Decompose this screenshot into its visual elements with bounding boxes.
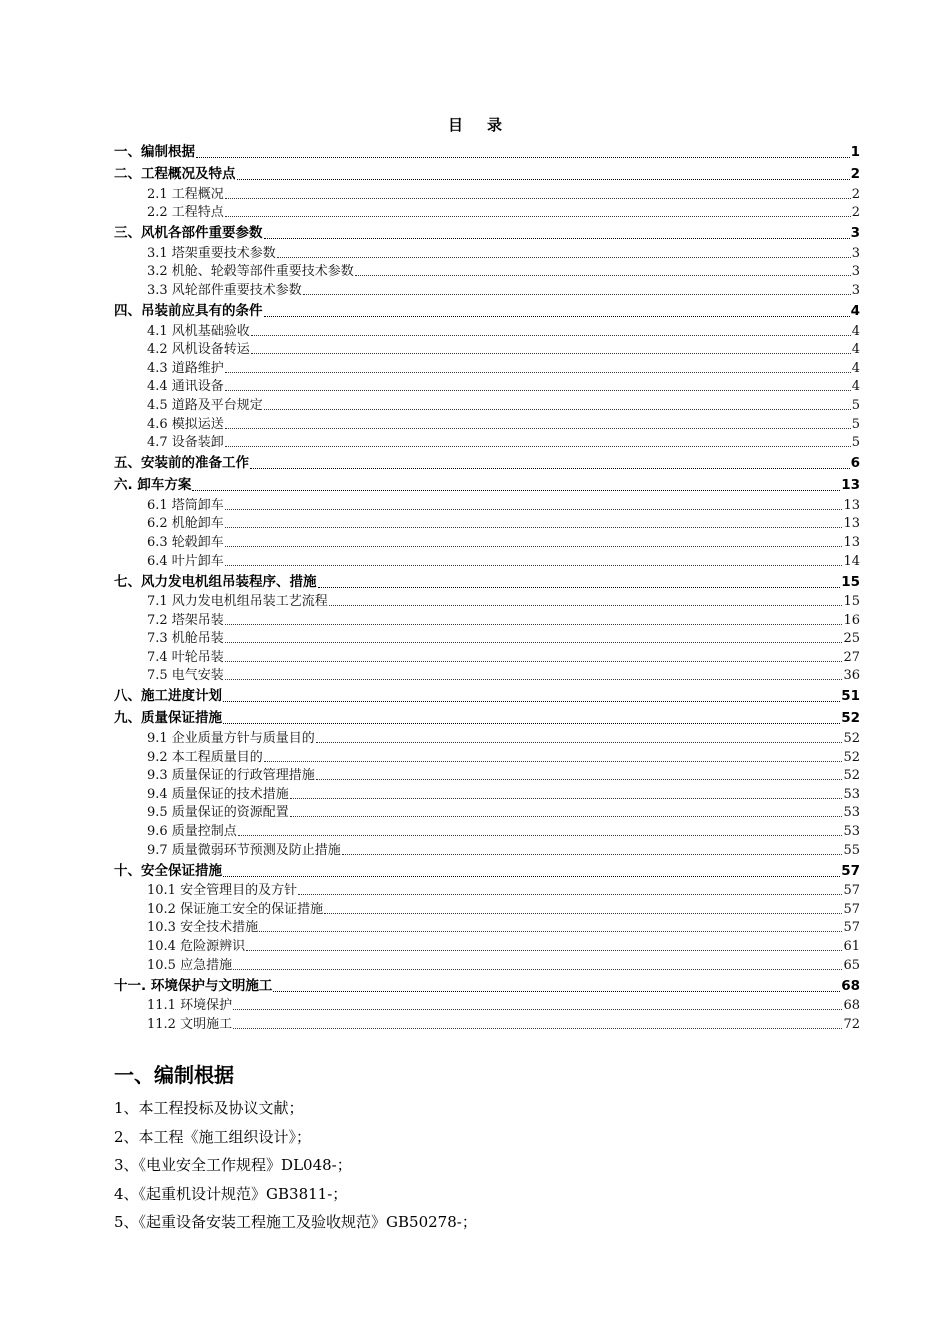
toc-entry-section[interactable] [114, 996, 860, 1015]
toc-entry-label: 11.1 环境保护 [147, 998, 233, 1014]
toc-entry-page-number: 68 [843, 998, 860, 1014]
toc-entry-label: 10.3 安全技术措施 [147, 920, 259, 936]
toc-entry-page-number: 3 [851, 264, 860, 280]
toc-entry-label: 9.6 质量控制点 [147, 824, 237, 840]
toc-entry-label: 五、安装前的准备工作 [114, 455, 249, 472]
toc-entry-label: 4.4 通讯设备 [147, 379, 224, 395]
toc-title-char-1: 目 [447, 116, 463, 134]
toc-entry-section[interactable] [114, 414, 860, 433]
toc-entry-label: 2.2 工程特点 [147, 205, 224, 221]
toc-dot-leader [277, 244, 851, 258]
toc-entry-page-number: 13 [843, 534, 860, 550]
toc-entry-section[interactable] [114, 747, 860, 766]
toc-entry-label: 十、安全保证措施 [114, 862, 222, 879]
toc-dot-leader [298, 881, 842, 895]
toc-dot-leader [233, 996, 842, 1010]
toc-entry-page-number: 53 [843, 824, 860, 840]
toc-dot-leader [324, 900, 842, 914]
toc-entry-label: 2.1 工程概况 [147, 186, 224, 202]
toc-dot-leader [329, 592, 843, 606]
toc-entry-page-number: 16 [843, 612, 860, 628]
toc-dot-leader [273, 977, 840, 992]
toc-entry-label: 10.2 保证施工安全的保证措施 [147, 901, 324, 917]
toc-dot-leader [223, 688, 840, 703]
toc-dot-leader [246, 937, 842, 951]
toc-entry-page-number: 53 [843, 786, 860, 802]
toc-entry-page-number: 4 [850, 302, 860, 319]
toc-entry-page-number: 65 [843, 957, 860, 973]
toc-entry-page-number: 57 [843, 920, 860, 936]
toc-entry-label: 4.7 设备装卸 [147, 435, 224, 451]
toc-entry-section[interactable] [114, 377, 860, 396]
toc-dot-leader [259, 918, 842, 932]
toc-entry-page-number: 53 [843, 805, 860, 821]
toc-entry-label: 11.2 文明施工 [147, 1016, 233, 1032]
toc-entry-chapter[interactable] [114, 859, 860, 881]
toc-dot-leader [318, 573, 841, 588]
toc-dot-leader [225, 203, 851, 217]
toc-title-char-2: 录 [487, 116, 503, 134]
toc-entry-section[interactable] [114, 551, 860, 570]
toc-dot-leader [303, 281, 851, 295]
toc-dot-leader [251, 322, 851, 336]
toc-entry-section[interactable] [114, 532, 860, 551]
toc-entry-section[interactable] [114, 936, 860, 955]
toc-entry-page-number: 4 [851, 323, 860, 339]
toc-entry-label: 9.4 质量保证的技术措施 [147, 786, 289, 802]
toc-dot-leader [225, 185, 851, 199]
toc-entry-section[interactable] [114, 784, 860, 803]
toc-dot-leader [225, 415, 851, 429]
toc-entry-page-number: 3 [851, 282, 860, 298]
toc-entry-page-number: 2 [851, 186, 860, 202]
toc-entry-page-number: 27 [843, 649, 860, 665]
toc-entry-page-number: 2 [851, 205, 860, 221]
basis-list-item: 1、本工程投标及协议文献； [114, 1099, 304, 1117]
toc-dot-leader [238, 822, 843, 836]
toc-entry-label: 6.4 叶片卸车 [147, 553, 224, 569]
toc-dot-leader [223, 862, 840, 877]
toc-entry-section[interactable] [114, 358, 860, 377]
section-heading: 一、编制根据 [114, 1063, 234, 1087]
toc-entry-page-number: 3 [850, 225, 860, 242]
toc-dot-leader [250, 455, 850, 470]
toc-entry-page-number: 51 [841, 688, 860, 705]
toc-entry-label: 六. 卸车方案 [114, 477, 192, 494]
toc-entry-page-number: 2 [850, 166, 860, 182]
toc-entry-label: 10.1 安全管理目的及方针 [147, 883, 298, 899]
toc-dot-leader [225, 629, 843, 643]
toc-entry-section[interactable] [114, 840, 860, 859]
toc-dot-leader [225, 611, 843, 625]
toc-entry-chapter[interactable] [114, 221, 860, 243]
toc-entry-label: 4.5 道路及平台规定 [147, 397, 263, 413]
toc-entry-chapter[interactable] [114, 299, 860, 321]
toc-entry-label: 9.3 质量保证的行政管理措施 [147, 768, 315, 784]
toc-dot-leader [233, 1015, 842, 1029]
toc-dot-leader [225, 514, 843, 528]
toc-dot-leader [237, 166, 850, 181]
toc-entry-section[interactable] [114, 610, 860, 629]
toc-entry-page-number: 52 [843, 768, 860, 784]
basis-list-item: 5、《起重设备安装工程施工及验收规范》GB50278-； [114, 1213, 477, 1231]
toc-entry-page-number: 61 [843, 939, 860, 954]
toc-dot-leader [342, 841, 843, 855]
toc-entry-section[interactable] [114, 203, 860, 222]
toc-entry-label: 4.6 模拟运送 [147, 416, 224, 432]
toc-entry-section[interactable] [114, 766, 860, 785]
toc-entry-section[interactable] [114, 821, 860, 840]
toc-entry-page-number: 13 [841, 477, 860, 494]
toc-entry-label: 6.2 机舱卸车 [147, 516, 224, 532]
toc-entry-page-number: 14 [843, 553, 860, 569]
toc-entry-page-number: 5 [851, 435, 860, 451]
toc-entry-label: 3.1 塔架重要技术参数 [147, 245, 276, 261]
toc-entry-section[interactable] [114, 647, 860, 666]
toc-entry-section[interactable] [114, 666, 860, 685]
toc-entry-page-number: 13 [843, 516, 860, 532]
toc-dot-leader [225, 377, 851, 391]
toc-entry-label: 7.2 塔架吊装 [147, 612, 224, 628]
toc-entry-section[interactable] [114, 881, 860, 900]
toc-entry-section[interactable] [114, 243, 860, 262]
toc-entry-label: 九、质量保证措施 [114, 710, 222, 727]
toc-dot-leader [192, 477, 840, 492]
toc-entry-label: 9.2 本工程质量目的 [147, 749, 263, 765]
toc-dot-leader [196, 144, 850, 159]
toc-dot-leader [225, 433, 851, 447]
toc-dot-leader [225, 359, 851, 373]
toc-entry-label: 7.5 电气安装 [147, 668, 224, 684]
toc-entry-chapter[interactable] [114, 162, 860, 184]
toc-entry-chapter[interactable] [114, 684, 860, 706]
toc-entry-section[interactable] [114, 495, 860, 514]
toc-entry-page-number: 68 [841, 977, 860, 994]
toc-entry-label: 9.5 质量保证的资源配置 [147, 805, 289, 821]
toc-dot-leader [225, 648, 843, 662]
toc-entry-label: 3.3 风轮部件重要技术参数 [147, 282, 302, 298]
toc-entry-section[interactable] [114, 955, 860, 974]
toc-entry-section[interactable] [114, 395, 860, 414]
toc-entry-label: 4.2 风机设备转运 [147, 342, 250, 358]
toc-entry-page-number: 4 [851, 342, 860, 358]
toc-dot-leader [355, 262, 851, 276]
toc-entry-label: 三、风机各部件重要参数 [114, 225, 263, 242]
toc-entry-label: 4.1 风机基础验收 [147, 323, 250, 339]
basis-list-item: 3、《电业安全工作规程》DL048-； [114, 1156, 352, 1174]
toc-entry-label: 十一. 环境保护与文明施工 [114, 977, 273, 994]
toc-entry-section[interactable] [114, 280, 860, 299]
toc-dot-leader [290, 785, 843, 799]
toc-dot-leader [316, 729, 843, 743]
toc-entry-label: 一、编制根据 [114, 144, 195, 160]
toc-entry-section[interactable] [114, 340, 860, 359]
toc-entry-chapter[interactable] [114, 473, 860, 495]
toc-entry-chapter[interactable] [114, 570, 860, 592]
toc-entry-label: 7.4 叶轮吊装 [147, 649, 224, 665]
toc-entry-page-number: 5 [851, 416, 860, 432]
toc-entry-chapter[interactable] [114, 451, 860, 473]
toc-entry-section[interactable] [114, 899, 860, 918]
toc-dot-leader [264, 225, 850, 240]
toc-entry-label: 八、施工进度计划 [114, 688, 222, 705]
toc-entry-label: 7.1 风力发电机组吊装工艺流程 [147, 594, 328, 610]
toc-entry-section[interactable] [114, 728, 860, 747]
toc-entry-label: 7.3 机舱吊装 [147, 631, 224, 647]
toc-entry-page-number: 55 [843, 842, 860, 858]
section-basis [114, 1060, 860, 1237]
toc-dot-leader [225, 552, 843, 566]
toc-entry-label: 9.7 质量微弱环节预测及防止措施 [147, 842, 341, 858]
toc-entry-page-number: 52 [843, 731, 860, 747]
toc-entry-label: 10.5 应急措施 [147, 957, 233, 973]
toc-entry-label: 二、工程概况及特点 [114, 166, 236, 182]
toc-entry-label: 6.1 塔筒卸车 [147, 497, 224, 513]
toc-entry-page-number: 3 [851, 245, 860, 261]
basis-list-item: 4、《起重机设计规范》GB3811-； [114, 1184, 348, 1203]
toc-entry-page-number: 5 [851, 397, 860, 413]
toc-entry-page-number: 15 [843, 594, 860, 610]
toc-entry-section[interactable] [114, 803, 860, 822]
toc-dot-leader [316, 766, 843, 780]
toc-entry-page-number: 4 [851, 379, 860, 395]
toc-entry-page-number: 72 [843, 1016, 860, 1032]
toc-entry-label: 七、风力发电机组吊装程序、措施 [114, 573, 317, 590]
toc-entry-section[interactable] [114, 184, 860, 203]
basis-list [114, 1094, 860, 1237]
toc-entry-label: 10.4 危险源辨识 [147, 939, 246, 954]
toc-dot-leader [225, 533, 843, 547]
toc-dot-leader [264, 396, 851, 410]
basis-list-item: 2、本工程《施工组织设计》； [114, 1127, 312, 1146]
toc-entry-page-number: 57 [843, 883, 860, 899]
toc-entry-section[interactable] [114, 1014, 860, 1033]
toc-entry-section[interactable] [114, 262, 860, 281]
toc-dot-leader [233, 956, 842, 970]
toc-entry-page-number: 52 [841, 710, 860, 727]
toc-entry-label: 3.2 机舱、轮毂等部件重要技术参数 [147, 264, 354, 280]
toc-entry-chapter[interactable] [114, 706, 860, 728]
toc-entry-section[interactable] [114, 629, 860, 648]
toc-dot-leader [264, 748, 843, 762]
toc-entry-page-number: 4 [851, 360, 860, 376]
toc-dot-leader [223, 710, 840, 725]
toc-entry-chapter[interactable] [114, 974, 860, 996]
toc-entry-page-number: 36 [843, 668, 860, 684]
toc-entry-page-number: 25 [843, 631, 860, 647]
toc-entry-page-number: 57 [843, 901, 860, 917]
toc-dot-leader [225, 496, 843, 510]
toc-entry-label: 9.1 企业质量方针与质量目的 [147, 731, 315, 747]
toc-entry-page-number: 57 [841, 862, 860, 879]
toc-entry-section[interactable] [114, 592, 860, 611]
toc-entry-page-number: 6 [850, 455, 860, 472]
toc-entry-page-number: 52 [843, 749, 860, 765]
toc-dot-leader [225, 666, 843, 680]
table-of-contents [114, 140, 860, 1033]
toc-title [0, 114, 950, 135]
toc-dot-leader [290, 803, 843, 817]
toc-entry-label: 4.3 道路维护 [147, 360, 224, 376]
toc-dot-leader [251, 340, 851, 354]
toc-entry-page-number: 1 [850, 144, 860, 160]
toc-entry-section[interactable] [114, 433, 860, 452]
toc-entry-section[interactable] [114, 514, 860, 533]
toc-entry-page-number: 15 [841, 573, 860, 590]
toc-entry-page-number: 13 [843, 497, 860, 513]
toc-entry-chapter[interactable] [114, 140, 860, 162]
toc-entry-label: 四、吊装前应具有的条件 [114, 302, 263, 319]
toc-entry-section[interactable] [114, 321, 860, 340]
toc-entry-section[interactable] [114, 918, 860, 937]
toc-entry-label: 6.3 轮毂卸车 [147, 534, 224, 550]
toc-dot-leader [264, 302, 850, 317]
